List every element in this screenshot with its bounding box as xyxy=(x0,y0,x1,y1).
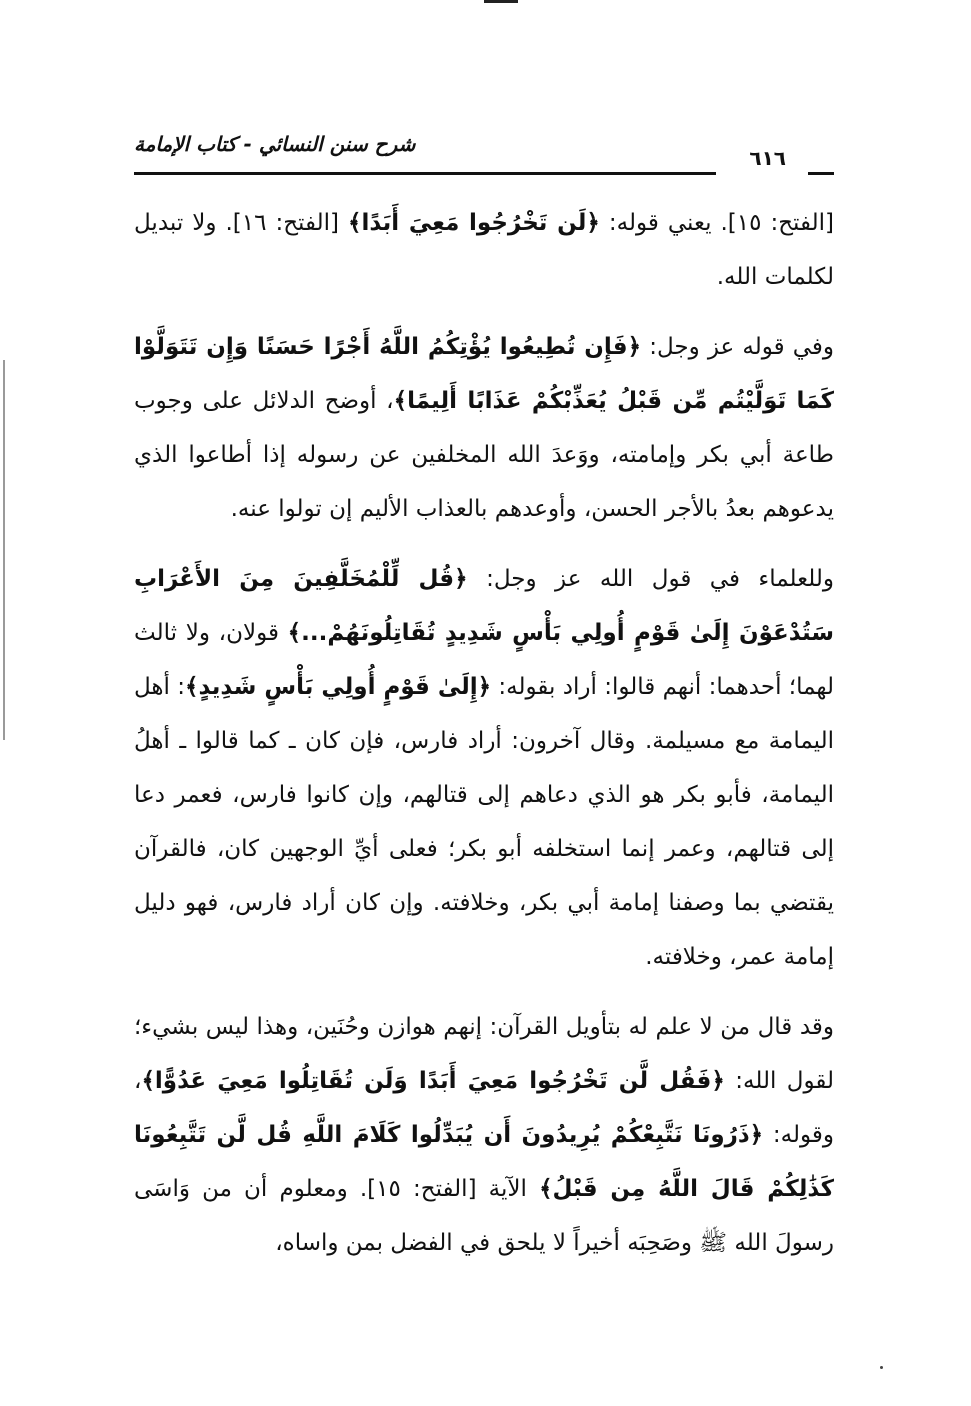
header-rule xyxy=(134,172,716,175)
body-text xyxy=(134,196,834,1276)
quran-verse: ﴿إِلَىٰ قَوْمٍ أُولِي بَأْسٍ شَدِيدٍ﴾ xyxy=(185,674,492,700)
quran-verse: ﴿فَإِن تُطِيعُوا يُؤْتِكُمُ اللَّهُ أَجْرًا حَسَنًا وَإِن تَتَوَلَّوْا كَمَا تَوَلَّيْتُم مِّن قَبْلُ يُعَذِّبْكُمْ عَذَابًا أَلِيمًا﴾ xyxy=(134,334,834,414)
paragraph-4 xyxy=(134,1000,834,1270)
paragraph-1 xyxy=(134,196,834,304)
text-run: وللعلماء في قول الله عز وجل: xyxy=(467,566,834,592)
header-rule-end xyxy=(808,172,834,175)
text-run: ، أوضح الدلائل على وجوب طاعة أبي بكر وإمامته، ووَعدَ الله المخلفين عن رسوله إذا أطاعوا الذي يدعوهم بعدُ بالأجر الحسن، وأوعدهم بالعذاب الأليم إن تولوا عنه. xyxy=(134,388,834,522)
text-run: [الفتح: ١٦]. ولا تبديل لكلمات الله. xyxy=(134,210,834,290)
paragraph-3 xyxy=(134,552,834,984)
quran-verse: ﴿فَقُل لَّن تَخْرُجُوا مَعِيَ أَبَدًا وَلَن تُقَاتِلُوا مَعِيَ عَدُوًّا﴾ xyxy=(141,1068,725,1094)
scan-speck xyxy=(880,1366,883,1369)
text-run: الآية [الفتح: ١٥]. ومعلوم أن من وَاسَى رسولَ الله ﷺ وصَحِبَه أخيراً لا يلحق في الفضل بمن واساه، xyxy=(134,1176,834,1256)
text-run: [الفتح: ١٥]. يعني قوله: xyxy=(599,210,835,236)
text-run: وقد قال من لا علم له بتأويل القرآن: إنهم هوازن وحُنَين، وهذا ليس بشيء؛ لقول الله: xyxy=(134,1014,834,1094)
text-run: ، وقوله: xyxy=(134,1068,834,1148)
page-number: ٦١٦ xyxy=(749,146,786,170)
quran-verse: ﴿ذَرُونَا نَتَّبِعْكُمْ يُرِيدُونَ أَن يُبَدِّلُوا كَلَامَ اللَّهِ قُل لَّن تَتَّبِعُونَا كَذَٰلِكُمْ قَالَ اللَّهُ مِن قَبْلُ﴾ xyxy=(134,1122,835,1202)
top-edge-mark xyxy=(484,0,518,3)
text-run: : أهل اليمامة مع مسيلمة. وقال آخرون: أراد فارس، فإن كان ـ كما قالوا ـ أهلُ اليمامة، فأبو بكر هو الذي دعاهم إلى قتالهم، وإن كانوا فارس، فعمر دعا إلى قتالهم، وعمر إنما استخلفه أبو بكر؛ فعلى أيِّ الوجهين كان، فالقرآن يقتضي بما وصفنا إمامة أبي بكر، وخلافته. وإن كان أراد فارس، فهو دليل إمامة عمر، وخلافته. xyxy=(134,674,834,970)
quran-verse: ﴿لَن تَخْرُجُوا مَعِيَ أَبَدًا﴾ xyxy=(347,210,600,236)
running-title: شرح سنن النسائي - كتاب الإمامة xyxy=(134,132,416,156)
quran-verse: ﴿قُل لِّلْمُخَلَّفِينَ مِنَ الأَعْرَابِ سَتُدْعَوْنَ إِلَىٰ قَوْمٍ أُولِي بَأْسٍ شَدِيدٍ تُقَاتِلُونَهُمْ...﴾ xyxy=(134,566,834,646)
text-run: قولان، ولا ثالث لهما؛ أحدهما: أنهم قالوا: أراد بقوله: xyxy=(134,620,835,700)
page-edge-shadow xyxy=(3,360,5,740)
paragraph-2 xyxy=(134,320,834,536)
text-run: وفي قوله عز وجل: xyxy=(641,334,834,360)
running-header xyxy=(134,128,834,170)
